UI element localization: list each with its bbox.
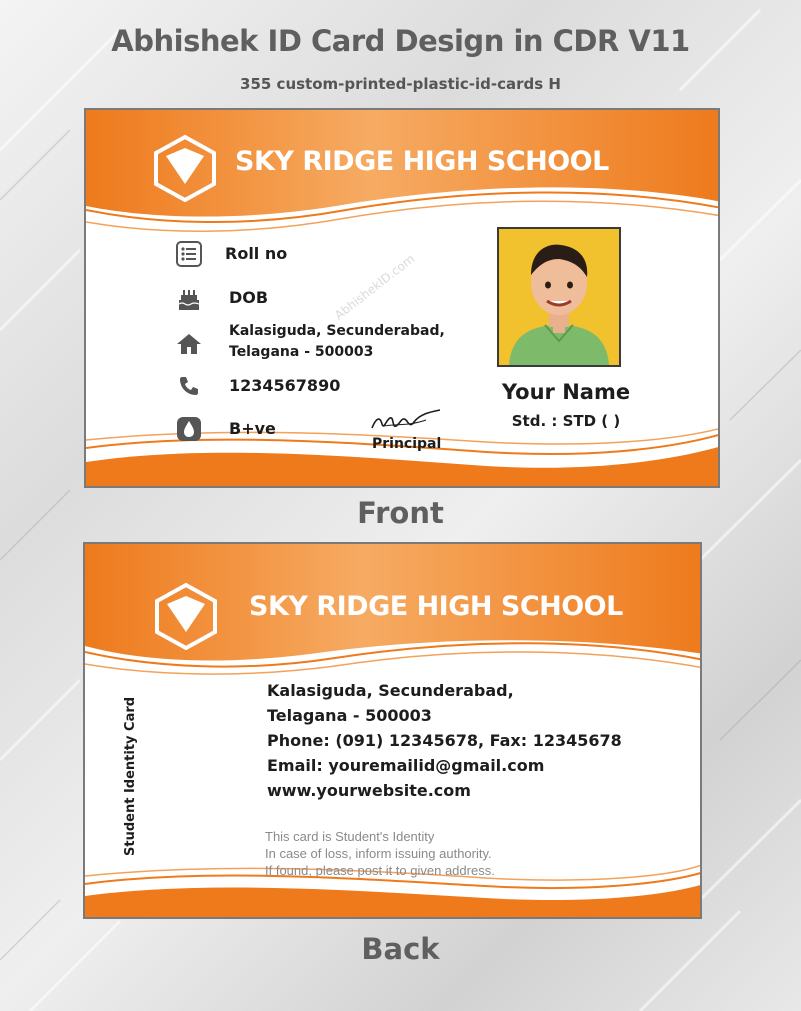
dob-label: DOB [229, 288, 269, 307]
student-name: Your Name [501, 380, 631, 404]
student-identity-label: Student Identity Card [123, 696, 138, 856]
address-line-1: Kalasiguda, Secunderabad, [229, 323, 445, 339]
contact-line: Kalasiguda, Secunderabad, [267, 681, 514, 700]
id-card-front [84, 108, 720, 488]
student-photo [497, 227, 621, 367]
blood-drop-icon [175, 415, 203, 443]
school-logo-icon [152, 134, 218, 202]
contact-line: Email: youremailid@gmail.com [267, 756, 545, 775]
cake-icon [175, 285, 203, 313]
contact-line: www.yourwebsite.com [267, 781, 471, 800]
blood-group: B+ve [229, 419, 276, 438]
home-icon [175, 330, 203, 358]
page-title: Abhishek ID Card Design in CDR V11 [111, 24, 690, 58]
school-contact-info [267, 678, 622, 803]
school-name: SKY RIDGE HIGH SCHOOL [235, 146, 609, 177]
student-portrait-icon [499, 229, 619, 365]
contact-line: Telagana - 500003 [267, 706, 432, 725]
front-label: Front [357, 496, 444, 530]
back-label: Back [361, 932, 440, 966]
roll-no-label: Roll no [225, 244, 288, 263]
student-standard: Std. : STD ( ) [511, 412, 621, 430]
school-logo-icon [153, 582, 219, 650]
id-card-back [83, 542, 702, 919]
notice-line: If found, please post it to given address. [265, 863, 495, 878]
phone-icon [175, 372, 203, 400]
school-name: SKY RIDGE HIGH SCHOOL [249, 591, 623, 622]
phone-number: 1234567890 [229, 376, 341, 395]
list-icon [175, 240, 203, 268]
contact-line: Phone: (091) 12345678, Fax: 12345678 [267, 731, 622, 750]
watermark: AbhishekID.com [331, 251, 418, 323]
principal-label: Principal [372, 436, 442, 452]
notice-line: In case of loss, inform issuing authority. [265, 846, 492, 861]
address-line-2: Telagana - 500003 [229, 344, 374, 360]
notice-line: This card is Student's Identity [265, 829, 435, 844]
page-subtitle: 355 custom-printed-plastic-id-cards H [240, 75, 561, 93]
principal-signature-icon [370, 408, 444, 436]
card-notice [265, 828, 495, 879]
